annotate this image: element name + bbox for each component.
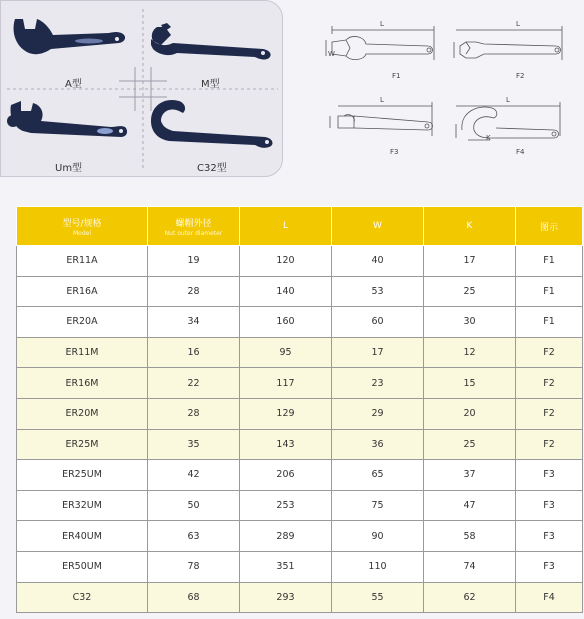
table-cell: 65 — [332, 460, 424, 491]
wrench-m-image — [151, 23, 271, 60]
table-cell: 60 — [332, 307, 424, 338]
dim-k-f4: K — [486, 134, 491, 142]
table-row — [17, 521, 583, 552]
column-header-label: 型号/规格 — [62, 218, 102, 229]
wrench-a-image — [14, 19, 126, 54]
table-cell: ER11A — [17, 246, 148, 277]
table-cell: 34 — [148, 307, 240, 338]
table-cell: 110 — [332, 551, 424, 582]
table-cell: 68 — [148, 582, 240, 613]
table-cell: 15 — [424, 368, 516, 399]
table-cell: F1 — [516, 307, 583, 338]
table-row — [17, 276, 583, 307]
table-cell: 58 — [424, 521, 516, 552]
table-cell: 37 — [424, 460, 516, 491]
table-row — [17, 337, 583, 368]
dim-l-f2: L — [516, 20, 520, 28]
table-cell: 19 — [148, 246, 240, 277]
figure-f4-label: F4 — [516, 148, 525, 156]
table-cell: ER25M — [17, 429, 148, 460]
figure-f3-drawing — [330, 102, 433, 136]
table-cell: 16 — [148, 337, 240, 368]
column-header — [332, 207, 424, 246]
wrench-c32-image — [151, 100, 272, 148]
table-cell: 78 — [148, 551, 240, 582]
column-header-sublabel: Model — [72, 229, 91, 237]
column-header — [148, 207, 240, 246]
column-header — [424, 207, 516, 246]
column-header-label: 螺帽外径 — [175, 218, 212, 229]
table-body — [17, 246, 583, 613]
table-cell: 17 — [332, 337, 424, 368]
table-cell: 90 — [332, 521, 424, 552]
table-row — [17, 246, 583, 277]
table-cell: 120 — [240, 246, 332, 277]
table-cell: 12 — [424, 337, 516, 368]
table-cell: ER40UM — [17, 521, 148, 552]
table-cell: ER50UM — [17, 551, 148, 582]
table-cell: 42 — [148, 460, 240, 491]
table-cell: 75 — [332, 490, 424, 521]
column-header-label: K — [466, 221, 473, 231]
column-header — [240, 207, 332, 246]
figure-f1-label: F1 — [392, 72, 401, 80]
table-cell: F1 — [516, 276, 583, 307]
column-header-sublabel: Nut outer diameter — [164, 229, 223, 237]
table-cell: 74 — [424, 551, 516, 582]
table-cell: 206 — [240, 460, 332, 491]
figure-f1-drawing — [326, 26, 434, 60]
table-row — [17, 307, 583, 338]
table-row — [17, 398, 583, 429]
table-cell: 36 — [332, 429, 424, 460]
wrench-um-label: Um型 — [55, 163, 83, 174]
table-cell: ER32UM — [17, 490, 148, 521]
table-cell: 25 — [424, 276, 516, 307]
table-cell: 20 — [424, 398, 516, 429]
table-cell: 35 — [148, 429, 240, 460]
table-cell: 160 — [240, 307, 332, 338]
wrench-c32-label: C32型 — [197, 163, 227, 174]
table-cell: F3 — [516, 490, 583, 521]
table-row — [17, 429, 583, 460]
table-cell: 17 — [424, 246, 516, 277]
table-cell: F3 — [516, 460, 583, 491]
technical-drawings — [320, 12, 582, 172]
table-cell: 140 — [240, 276, 332, 307]
table-row — [17, 582, 583, 613]
table-cell: 129 — [240, 398, 332, 429]
table-cell: 143 — [240, 429, 332, 460]
table-cell: ER25UM — [17, 460, 148, 491]
table-cell: C32 — [17, 582, 148, 613]
table-cell: ER20M — [17, 398, 148, 429]
table-row — [17, 551, 583, 582]
table-cell: 50 — [148, 490, 240, 521]
table-cell: 117 — [240, 368, 332, 399]
table-cell: 29 — [332, 398, 424, 429]
dim-l-f1: L — [380, 20, 384, 28]
column-header — [17, 207, 148, 246]
table-row — [17, 368, 583, 399]
wrench-photo-panel — [0, 0, 283, 177]
table-cell: 55 — [332, 582, 424, 613]
table-row — [17, 460, 583, 491]
table-cell: ER16M — [17, 368, 148, 399]
figure-f4-drawing — [456, 102, 560, 140]
table-cell: F3 — [516, 551, 583, 582]
wrench-photos — [1, 1, 284, 178]
table-cell: ER16A — [17, 276, 148, 307]
table-cell: 63 — [148, 521, 240, 552]
dim-w-f1: W — [328, 50, 335, 58]
table-cell: 95 — [240, 337, 332, 368]
table-cell: F1 — [516, 246, 583, 277]
figure-f2-drawing — [454, 26, 562, 60]
figure-f3-label: F3 — [390, 148, 399, 156]
table-cell: 40 — [332, 246, 424, 277]
table-cell: 22 — [148, 368, 240, 399]
wrench-um-image — [7, 101, 127, 137]
figure-f2-label: F2 — [516, 72, 525, 80]
table-cell: 293 — [240, 582, 332, 613]
table-cell: 62 — [424, 582, 516, 613]
table-header-row — [17, 207, 583, 246]
spec-table — [16, 206, 583, 613]
table-cell: F2 — [516, 429, 583, 460]
table-cell: 253 — [240, 490, 332, 521]
column-header — [516, 207, 583, 246]
table-cell: F2 — [516, 398, 583, 429]
table-cell: 47 — [424, 490, 516, 521]
table-cell: F3 — [516, 521, 583, 552]
table-cell: 30 — [424, 307, 516, 338]
dim-l-f4: L — [506, 96, 510, 104]
table-cell: 28 — [148, 276, 240, 307]
table-cell: 28 — [148, 398, 240, 429]
table-cell: ER11M — [17, 337, 148, 368]
wrench-m-label: M型 — [201, 79, 220, 90]
wrench-a-label: A型 — [65, 79, 82, 90]
table-cell: F4 — [516, 582, 583, 613]
table-cell: 351 — [240, 551, 332, 582]
table-cell: ER20A — [17, 307, 148, 338]
table-row — [17, 490, 583, 521]
table-cell: 23 — [332, 368, 424, 399]
table-cell: 53 — [332, 276, 424, 307]
table-cell: 289 — [240, 521, 332, 552]
column-header-label: L — [282, 221, 288, 231]
column-header-label: W — [373, 221, 382, 231]
table-cell: 25 — [424, 429, 516, 460]
table-cell: F2 — [516, 337, 583, 368]
dim-l-f3: L — [380, 96, 384, 104]
technical-drawings-svg — [320, 12, 582, 172]
column-header-label: 图示 — [539, 222, 558, 233]
table-cell: F2 — [516, 368, 583, 399]
